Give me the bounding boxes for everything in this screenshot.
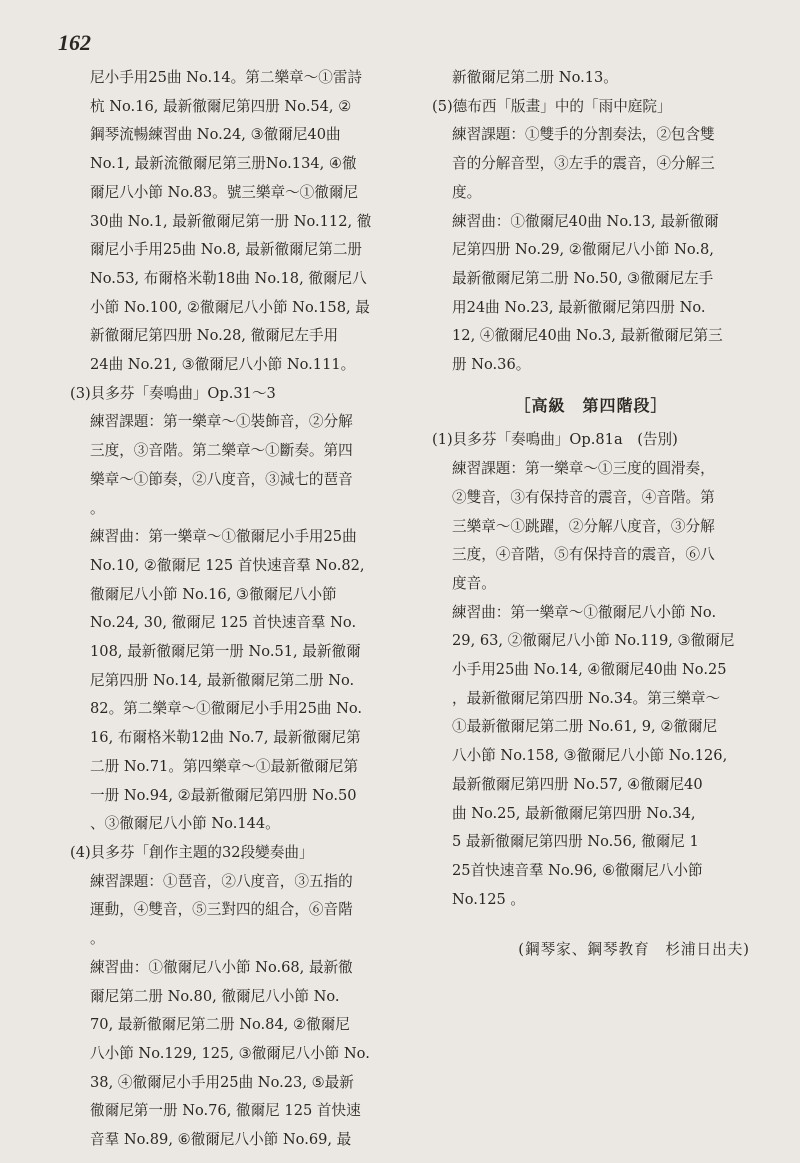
text-line: 爾尼小手用25曲 No.8, 最新徹爾尼第二册 [90, 241, 363, 259]
right-column-top [432, 64, 750, 380]
text-line: 小節 No.100, ②徹爾尼八小節 No.158, 最 [90, 298, 370, 316]
text-line: 練習課題：①琶音，②八度音，③五指的 [90, 872, 353, 890]
text-line: 108, 最新徹爾尼第一册 No.51, 最新徹爾 [90, 643, 361, 661]
text-line: 杭 No.16, 最新徹爾尼第四册 No.54, ② [90, 97, 352, 115]
text-line: 尼第四册 No.14, 最新徹爾尼第二册 No. [90, 671, 355, 689]
text-line: No.1, 最新流徹爾尼第三册No.134, ④徹 [90, 155, 357, 173]
text-line: 。 [90, 930, 105, 948]
text-line: 最新徹爾尼第二册 No.50, ③徹爾尼左手 [452, 269, 714, 287]
text-line: ①最新徹爾尼第二册 No.61, 9, ②徹爾尼 [452, 718, 718, 736]
text-line: 練習曲：第一樂章～①徹爾尼八小節 No. [452, 603, 717, 621]
section-heading: (4)貝多芬「創作主題的32段變奏曲」 [70, 843, 314, 861]
section-heading: (3)貝多芬「奏鳴曲」Op.31～3 [70, 384, 276, 402]
text-line: 25首快速音羣 No.96, ⑥徹爾尼八小節 [452, 861, 703, 879]
text-line: 新徹爾尼第四册 No.28, 徹爾尼左手用 [90, 327, 339, 345]
text-line: ②雙音，③有保持音的震音，④音階。第 [452, 488, 715, 506]
text-line: 尼第四册 No.29, ②徹爾尼八小節 No.8, [452, 241, 714, 259]
section-heading: (5)德布西「版畫」中的「雨中庭院」 [432, 97, 672, 115]
text-line: No.10, ②徹爾尼 125 首快速音羣 No.82, [90, 556, 365, 574]
text-line: 爾尼八小節 No.83。號三樂章～①徹爾尼 [90, 183, 359, 201]
text-line: 尼小手用25曲 No.14。第二樂章～①雷詩 [90, 69, 363, 86]
text-line: 16, 布爾格米勒12曲 No.7, 最新徹爾尼第 [90, 729, 361, 747]
text-line: 樂章～①節奏，②八度音，③減七的琶音 [90, 470, 353, 488]
text-line: 册 No.36。 [452, 356, 531, 374]
text-line: 三樂章～①跳躍，②分解八度音，③分解 [452, 517, 715, 535]
source-note: (鋼琴家、鋼琴教育 杉浦日出夫) [518, 941, 750, 959]
text-line: 12, ④徹爾尼40曲 No.3, 最新徹爾尼第三 [452, 327, 723, 345]
text-line: 38, ④徹爾尼小手用25曲 No.23, ⑤最新 [90, 1073, 354, 1091]
text-line: 練習曲：第一樂章～①徹爾尼小手用25曲 [90, 528, 357, 546]
text-line: No.125 。 [452, 890, 526, 908]
text-line: 一册 No.94, ②最新徹爾尼第四册 No.50 [90, 786, 357, 804]
text-line: 用24曲 No.23, 最新徹爾尼第四册 No. [452, 298, 706, 316]
text-line: 70, 最新徹爾尼第二册 No.84, ②徹爾尼 [90, 1016, 350, 1034]
text-line: 30曲 No.1, 最新徹爾尼第一册 No.112, 徹 [90, 212, 372, 230]
text-line: 鋼琴流暢練習曲 No.24, ③徹爾尼40曲 [90, 126, 341, 144]
right-column-bottom [432, 426, 750, 914]
left-column [70, 64, 390, 1155]
text-line: 曲 No.25, 最新徹爾尼第四册 No.34, [452, 804, 696, 822]
text-line: 八小節 No.129, 125, ③徹爾尼八小節 No. [90, 1044, 370, 1062]
text-line: 5 最新徹爾尼第四册 No.56, 徹爾尼 1 [452, 833, 699, 851]
text-line: 二册 No.71。第四樂章～①最新徹爾尼第 [90, 757, 359, 775]
text-line: 82。第二樂章～①徹爾尼小手用25曲 No. [90, 700, 363, 718]
text-line: 徹爾尼八小節 No.16, ③徹爾尼八小節 [90, 585, 337, 603]
text-line: ，最新徹爾尼第四册 No.34。第三樂章～ [452, 689, 721, 707]
section-heading: (1)貝多芬「奏鳴曲」Op.81a (告別) [432, 431, 678, 449]
text-line: 最新徹爾尼第四册 No.57, ④徹爾尼40 [452, 775, 703, 793]
text-line: 。 [90, 499, 105, 517]
text-line: 練習課題：①雙手的分割奏法，②包含雙 [452, 126, 715, 144]
stage-heading: ［高級 第四階段］ [514, 395, 668, 415]
text-line: 度。 [452, 183, 482, 201]
text-line: No.53, 布爾格米勒18曲 No.18, 徹爾尼八 [90, 269, 367, 287]
text-line: No.24, 30, 徹爾尼 125 首快速音羣 No. [90, 614, 357, 632]
text-line: 練習課題：第一樂章～①裝飾音，②分解 [90, 413, 353, 431]
text-line: 練習曲：①徹爾尼40曲 No.13, 最新徹爾 [452, 212, 719, 230]
text-line: 三度，③音階。第二樂章～①斷奏。第四 [90, 442, 353, 460]
text-line: 新徹爾尼第二册 No.13。 [452, 69, 618, 86]
text-line: 音羣 No.89, ⑥徹爾尼八小節 No.69, 最 [90, 1131, 352, 1149]
text-line: 度音。 [452, 574, 496, 592]
text-line: 運動，④雙音，⑤三對四的組合，⑥音階 [90, 901, 353, 919]
text-line: 三度，④音階，⑤有保持音的震音，⑥八 [452, 546, 715, 564]
text-line: 小手用25曲 No.14, ④徹爾尼40曲 No.25 [452, 661, 727, 679]
text-line: 、③徹爾尼八小節 No.144。 [90, 815, 280, 833]
page-number: 162 [58, 30, 91, 55]
text-line: 徹爾尼第一册 No.76, 徹爾尼 125 首快速 [90, 1102, 361, 1120]
text-line: 練習曲：①徹爾尼八小節 No.68, 最新徹 [90, 958, 353, 976]
text-line: 29, 63, ②徹爾尼八小節 No.119, ③徹爾尼 [452, 632, 735, 650]
text-line: 24曲 No.21, ③徹爾尼八小節 No.111。 [90, 356, 356, 374]
text-line: 爾尼第二册 No.80, 徹爾尼八小節 No. [90, 987, 340, 1005]
text-line: 練習課題：第一樂章～①三度的圓滑奏， [452, 460, 715, 478]
text-line: 八小節 No.158, ③徹爾尼八小節 No.126, [452, 747, 728, 765]
right-column [432, 64, 750, 965]
text-line: 音的分解音型，③左手的震音，④分解三 [452, 155, 715, 173]
